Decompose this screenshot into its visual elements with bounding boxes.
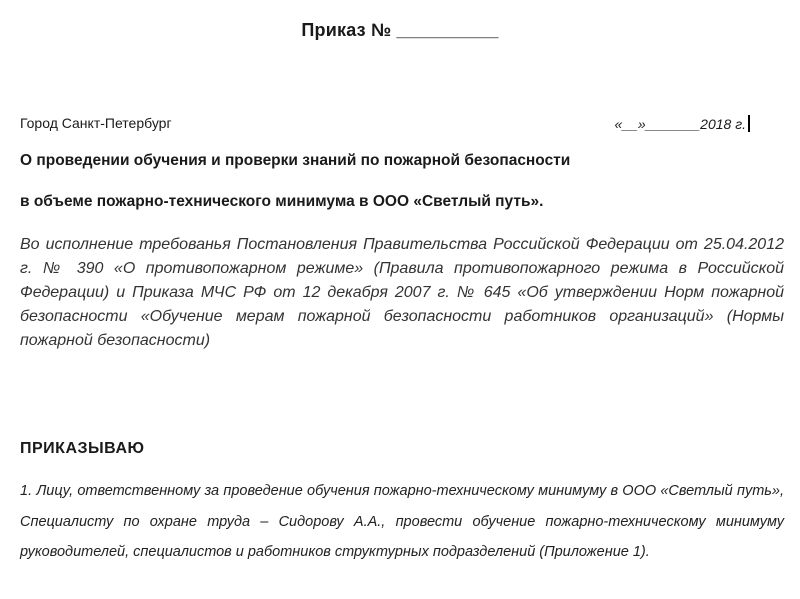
city-label: Город Санкт-Петербург — [20, 115, 172, 131]
heading-line-2: в объеме пожарно-технического минимума в ООО «Светлый путь». — [20, 193, 544, 210]
text-cursor — [748, 115, 750, 132]
order-heading: ПРИКАЗЫВАЮ — [20, 440, 145, 457]
document-title: Приказ № __________ — [301, 20, 499, 40]
heading-line-1: О проведении обучения и проверки знаний по пожарной безопасности — [20, 152, 571, 169]
preamble-paragraph: Во исполнение требованья Постановления Правительства Российской Федерации от 25.04.2012 г. № 390 «О противопожарном режиме» (Правила противопожарного режима в Российской Федерации) и Приказа МЧС РФ от 12 декабря 2007 г. № 645 «Об утверждении Норм пожарной безопасности «Обучение мерам пожарной безопасности работников организаций» (Нормы пожарной безопасности) — [20, 236, 784, 349]
order-item-1: 1. Лицу, ответственному за проведение обучения пожарно-техническому минимуму в ООО «Светлый путь», Специалисту по охране труда – Сидорову А.А., провести обучение пожарно-техническому минимуму руководителей, специалистов и работников структурных подразделений (Приложение 1). — [20, 483, 784, 560]
date-field[interactable] — [615, 115, 750, 132]
date-text: «__»_______2018 г. — [614, 116, 746, 132]
